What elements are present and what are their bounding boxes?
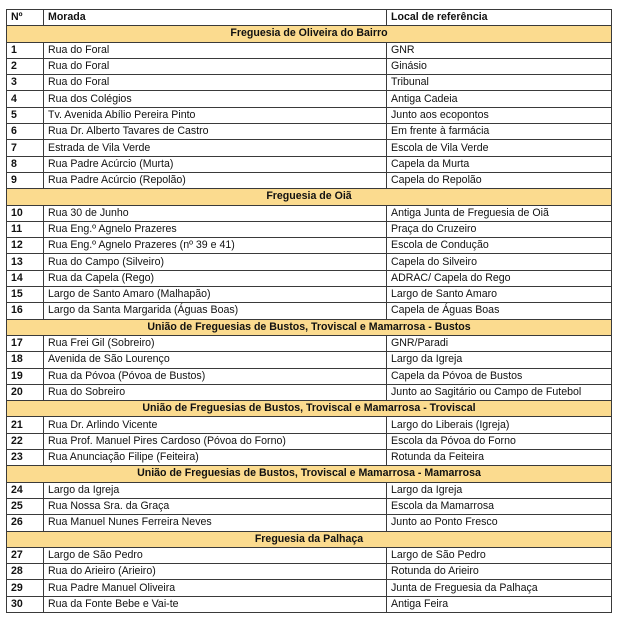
row-number: 17 — [7, 335, 44, 351]
row-morada: Rua Eng.º Agnelo Prazeres — [44, 221, 387, 237]
row-morada: Rua 30 de Junho — [44, 205, 387, 221]
table-row — [7, 303, 612, 319]
table-row — [7, 42, 612, 58]
row-morada: Rua do Foral — [44, 58, 387, 74]
section-title: União de Freguesias de Bustos, Troviscal e Mamarrosa - Bustos — [7, 319, 612, 335]
row-local: Ginásio — [387, 58, 612, 74]
row-local: Junto ao Ponto Fresco — [387, 515, 612, 531]
row-local: GNR — [387, 42, 612, 58]
section-header-row — [7, 466, 612, 482]
row-morada: Rua Nossa Sra. da Graça — [44, 498, 387, 514]
table-row — [7, 238, 612, 254]
row-number: 13 — [7, 254, 44, 270]
section-title: Freguesia de Oiã — [7, 189, 612, 205]
table-row — [7, 482, 612, 498]
section-title: Freguesia da Palhaça — [7, 531, 612, 547]
row-number: 16 — [7, 303, 44, 319]
table-row — [7, 564, 612, 580]
row-morada: Largo de São Pedro — [44, 547, 387, 563]
row-morada: Avenida de São Lourenço — [44, 352, 387, 368]
row-number: 15 — [7, 287, 44, 303]
section-header-row — [7, 26, 612, 42]
table-row — [7, 221, 612, 237]
row-morada: Largo da Igreja — [44, 482, 387, 498]
row-morada: Rua Eng.º Agnelo Prazeres (nº 39 e 41) — [44, 238, 387, 254]
table-row — [7, 547, 612, 563]
table-row — [7, 368, 612, 384]
table-row — [7, 58, 612, 74]
table-row — [7, 384, 612, 400]
row-number: 11 — [7, 221, 44, 237]
row-local: Escola de Condução — [387, 238, 612, 254]
locations-table — [6, 9, 612, 613]
row-local: Praça do Cruzeiro — [387, 221, 612, 237]
row-number: 12 — [7, 238, 44, 254]
row-morada: Rua Prof. Manuel Pires Cardoso (Póvoa do Forno) — [44, 433, 387, 449]
row-number: 20 — [7, 384, 44, 400]
table-row — [7, 596, 612, 612]
row-local: Tribunal — [387, 75, 612, 91]
row-local: Largo de São Pedro — [387, 547, 612, 563]
row-morada: Rua dos Colégios — [44, 91, 387, 107]
table-row — [7, 433, 612, 449]
row-number: 9 — [7, 172, 44, 188]
row-morada: Rua Dr. Alberto Tavares de Castro — [44, 124, 387, 140]
section-header-row — [7, 319, 612, 335]
row-local: Capela da Póvoa de Bustos — [387, 368, 612, 384]
row-morada: Rua Padre Acúrcio (Repolão) — [44, 172, 387, 188]
table-row — [7, 515, 612, 531]
table-row — [7, 91, 612, 107]
row-local: Largo de Santo Amaro — [387, 287, 612, 303]
row-number: 30 — [7, 596, 44, 612]
table-row — [7, 580, 612, 596]
row-morada: Rua do Foral — [44, 42, 387, 58]
row-local: Capela do Repolão — [387, 172, 612, 188]
row-local: Antiga Feira — [387, 596, 612, 612]
row-local: Rotunda do Arieiro — [387, 564, 612, 580]
row-morada: Rua Padre Acúrcio (Murta) — [44, 156, 387, 172]
table-row — [7, 205, 612, 221]
table-row — [7, 75, 612, 91]
row-morada: Tv. Avenida Abílio Pereira Pinto — [44, 107, 387, 123]
row-number: 1 — [7, 42, 44, 58]
row-local: Escola da Mamarrosa — [387, 498, 612, 514]
row-number: 6 — [7, 124, 44, 140]
row-number: 21 — [7, 417, 44, 433]
row-number: 22 — [7, 433, 44, 449]
row-number: 18 — [7, 352, 44, 368]
row-morada: Rua Padre Manuel Oliveira — [44, 580, 387, 596]
table-row — [7, 172, 612, 188]
row-number: 25 — [7, 498, 44, 514]
row-local: Capela de Águas Boas — [387, 303, 612, 319]
row-morada: Largo da Santa Margarida (Águas Boas) — [44, 303, 387, 319]
table-row — [7, 287, 612, 303]
header-local: Local de referência — [387, 10, 612, 26]
row-local: GNR/Paradi — [387, 335, 612, 351]
row-morada: Rua Dr. Arlindo Vicente — [44, 417, 387, 433]
row-morada: Rua do Arieiro (Arieiro) — [44, 564, 387, 580]
row-local: Em frente à farmácia — [387, 124, 612, 140]
row-local: Largo da Igreja — [387, 352, 612, 368]
row-morada: Rua da Fonte Bebe e Vai-te — [44, 596, 387, 612]
table-row — [7, 254, 612, 270]
row-morada: Rua do Foral — [44, 75, 387, 91]
table-row — [7, 498, 612, 514]
row-local: Junto aos ecopontos — [387, 107, 612, 123]
section-header-row — [7, 531, 612, 547]
table-row — [7, 140, 612, 156]
row-number: 24 — [7, 482, 44, 498]
row-morada: Rua Manuel Nunes Ferreira Neves — [44, 515, 387, 531]
header-num: Nº — [7, 10, 44, 26]
row-number: 5 — [7, 107, 44, 123]
row-local: Junta de Freguesia da Palhaça — [387, 580, 612, 596]
section-title: Freguesia de Oliveira do Bairro — [7, 26, 612, 42]
row-number: 10 — [7, 205, 44, 221]
row-morada: Rua do Campo (Silveiro) — [44, 254, 387, 270]
section-title: União de Freguesias de Bustos, Troviscal e Mamarrosa - Troviscal — [7, 401, 612, 417]
row-local: Capela da Murta — [387, 156, 612, 172]
row-number: 27 — [7, 547, 44, 563]
table-row — [7, 450, 612, 466]
row-morada: Rua da Capela (Rego) — [44, 270, 387, 286]
row-local: Largo do Liberais (Igreja) — [387, 417, 612, 433]
section-header-row — [7, 189, 612, 205]
section-header-row — [7, 401, 612, 417]
row-local: Rotunda da Feiteira — [387, 450, 612, 466]
row-local: Largo da Igreja — [387, 482, 612, 498]
row-number: 4 — [7, 91, 44, 107]
header-row — [7, 10, 612, 26]
row-number: 3 — [7, 75, 44, 91]
row-morada: Rua Frei Gil (Sobreiro) — [44, 335, 387, 351]
row-local: Junto ao Sagitário ou Campo de Futebol — [387, 384, 612, 400]
row-morada: Estrada de Vila Verde — [44, 140, 387, 156]
row-morada: Rua Anunciação Filipe (Feiteira) — [44, 450, 387, 466]
row-number: 8 — [7, 156, 44, 172]
row-number: 14 — [7, 270, 44, 286]
table-row — [7, 270, 612, 286]
row-number: 23 — [7, 450, 44, 466]
table-row — [7, 156, 612, 172]
row-morada: Rua do Sobreiro — [44, 384, 387, 400]
header-morada: Morada — [44, 10, 387, 26]
row-local: Escola de Vila Verde — [387, 140, 612, 156]
row-number: 7 — [7, 140, 44, 156]
row-number: 19 — [7, 368, 44, 384]
row-local: Escola da Póvoa do Forno — [387, 433, 612, 449]
table-row — [7, 417, 612, 433]
row-local: Antiga Junta de Freguesia de Oiã — [387, 205, 612, 221]
row-number: 29 — [7, 580, 44, 596]
row-local: Antiga Cadeia — [387, 91, 612, 107]
table-row — [7, 352, 612, 368]
row-local: Capela do Silveiro — [387, 254, 612, 270]
table-row — [7, 107, 612, 123]
row-number: 28 — [7, 564, 44, 580]
row-morada: Largo de Santo Amaro (Malhapão) — [44, 287, 387, 303]
row-morada: Rua da Póvoa (Póvoa de Bustos) — [44, 368, 387, 384]
table-row — [7, 335, 612, 351]
table-row — [7, 124, 612, 140]
section-title: União de Freguesias de Bustos, Troviscal e Mamarrosa - Mamarrosa — [7, 466, 612, 482]
row-number: 26 — [7, 515, 44, 531]
row-local: ADRAC/ Capela do Rego — [387, 270, 612, 286]
table-body — [7, 26, 612, 613]
row-number: 2 — [7, 58, 44, 74]
